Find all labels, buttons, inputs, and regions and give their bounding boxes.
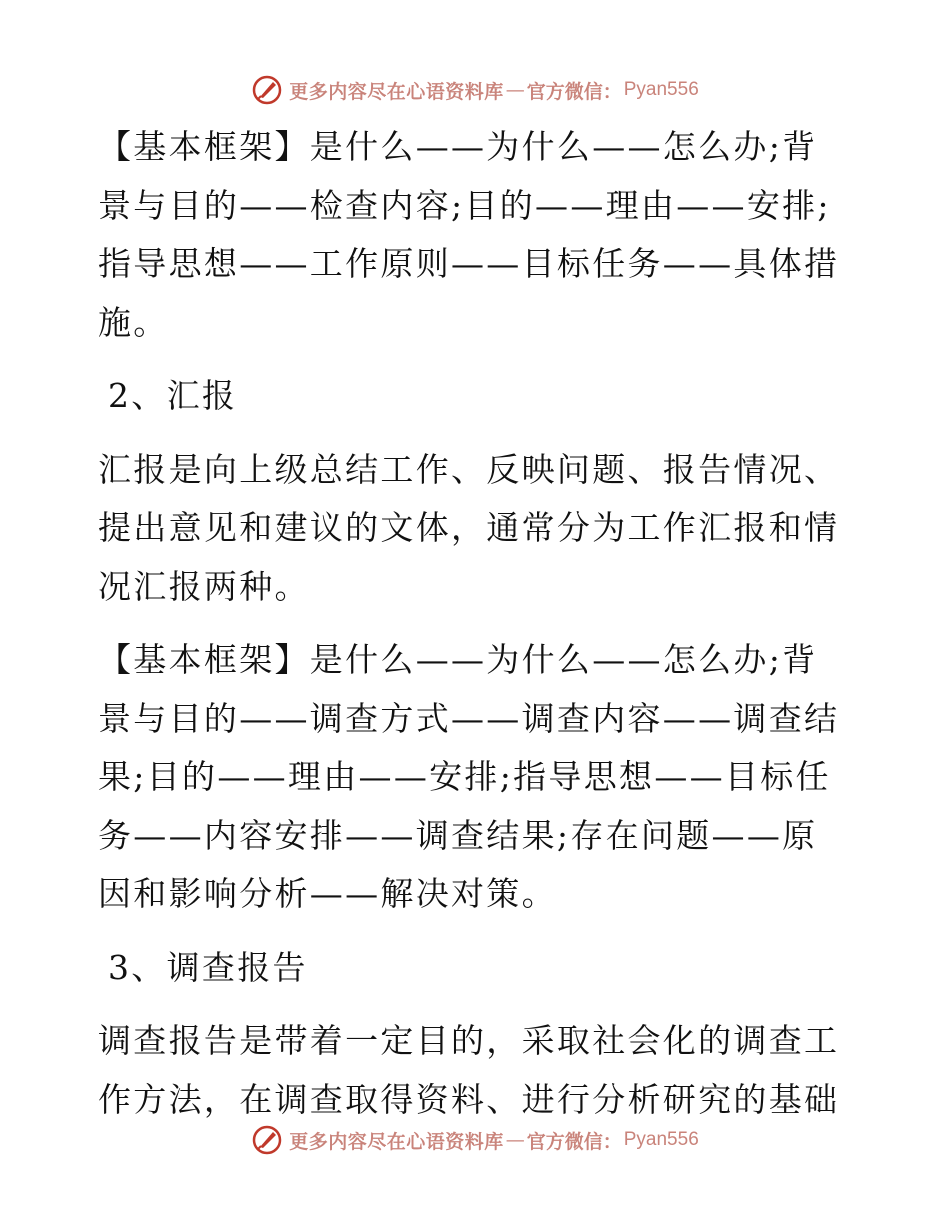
footer-banner [0, 1120, 950, 1160]
paragraph-report-definition: 汇报是向上级总结工作、反映问题、报告情况、提出意见和建议的文体，通常分为工作汇报和情况汇报两种。 [98, 449, 840, 606]
paragraph-framework-1: 【基本框架】是什么——为什么——怎么办;背景与目的——检查内容;目的——理由——安排;指导思想——工作原则——目标任务——具体措施。 [98, 127, 840, 342]
banner-separator: — [505, 1129, 525, 1151]
banner-wechat-label: 官方微信： [526, 80, 622, 103]
paragraph-framework-2: 【基本框架】是什么——为什么——怎么办;背景与目的——调查方式——调查内容——调查结果;目的——理由——安排;指导思想——目标任务——内容安排——调查结果;存在问题——原因和影响分析——解决对策。 [98, 640, 840, 913]
paragraph-survey-definition: 调查报告是带着一定目的，采取社会化的调查工作方法，在调查取得资料、进行分析研究的基础 [98, 1021, 840, 1119]
banner-title: 更多内容尽在心语资料库 [289, 80, 504, 103]
section-heading-report: 2、汇报 [108, 376, 238, 415]
banner-wechat-id: Pyan556 [623, 1129, 699, 1150]
banner-wechat-label: 官方微信： [526, 1130, 622, 1153]
document-body [98, 118, 850, 1144]
banner-title: 更多内容尽在心语资料库 [289, 1130, 504, 1153]
section-heading-survey-report: 3、调查报告 [108, 947, 308, 987]
quill-pen-logo-icon [251, 1124, 283, 1156]
header-banner [0, 70, 950, 110]
quill-pen-logo-icon [251, 74, 283, 106]
banner-wechat-id: Pyan556 [623, 79, 699, 100]
banner-separator: — [505, 79, 525, 101]
